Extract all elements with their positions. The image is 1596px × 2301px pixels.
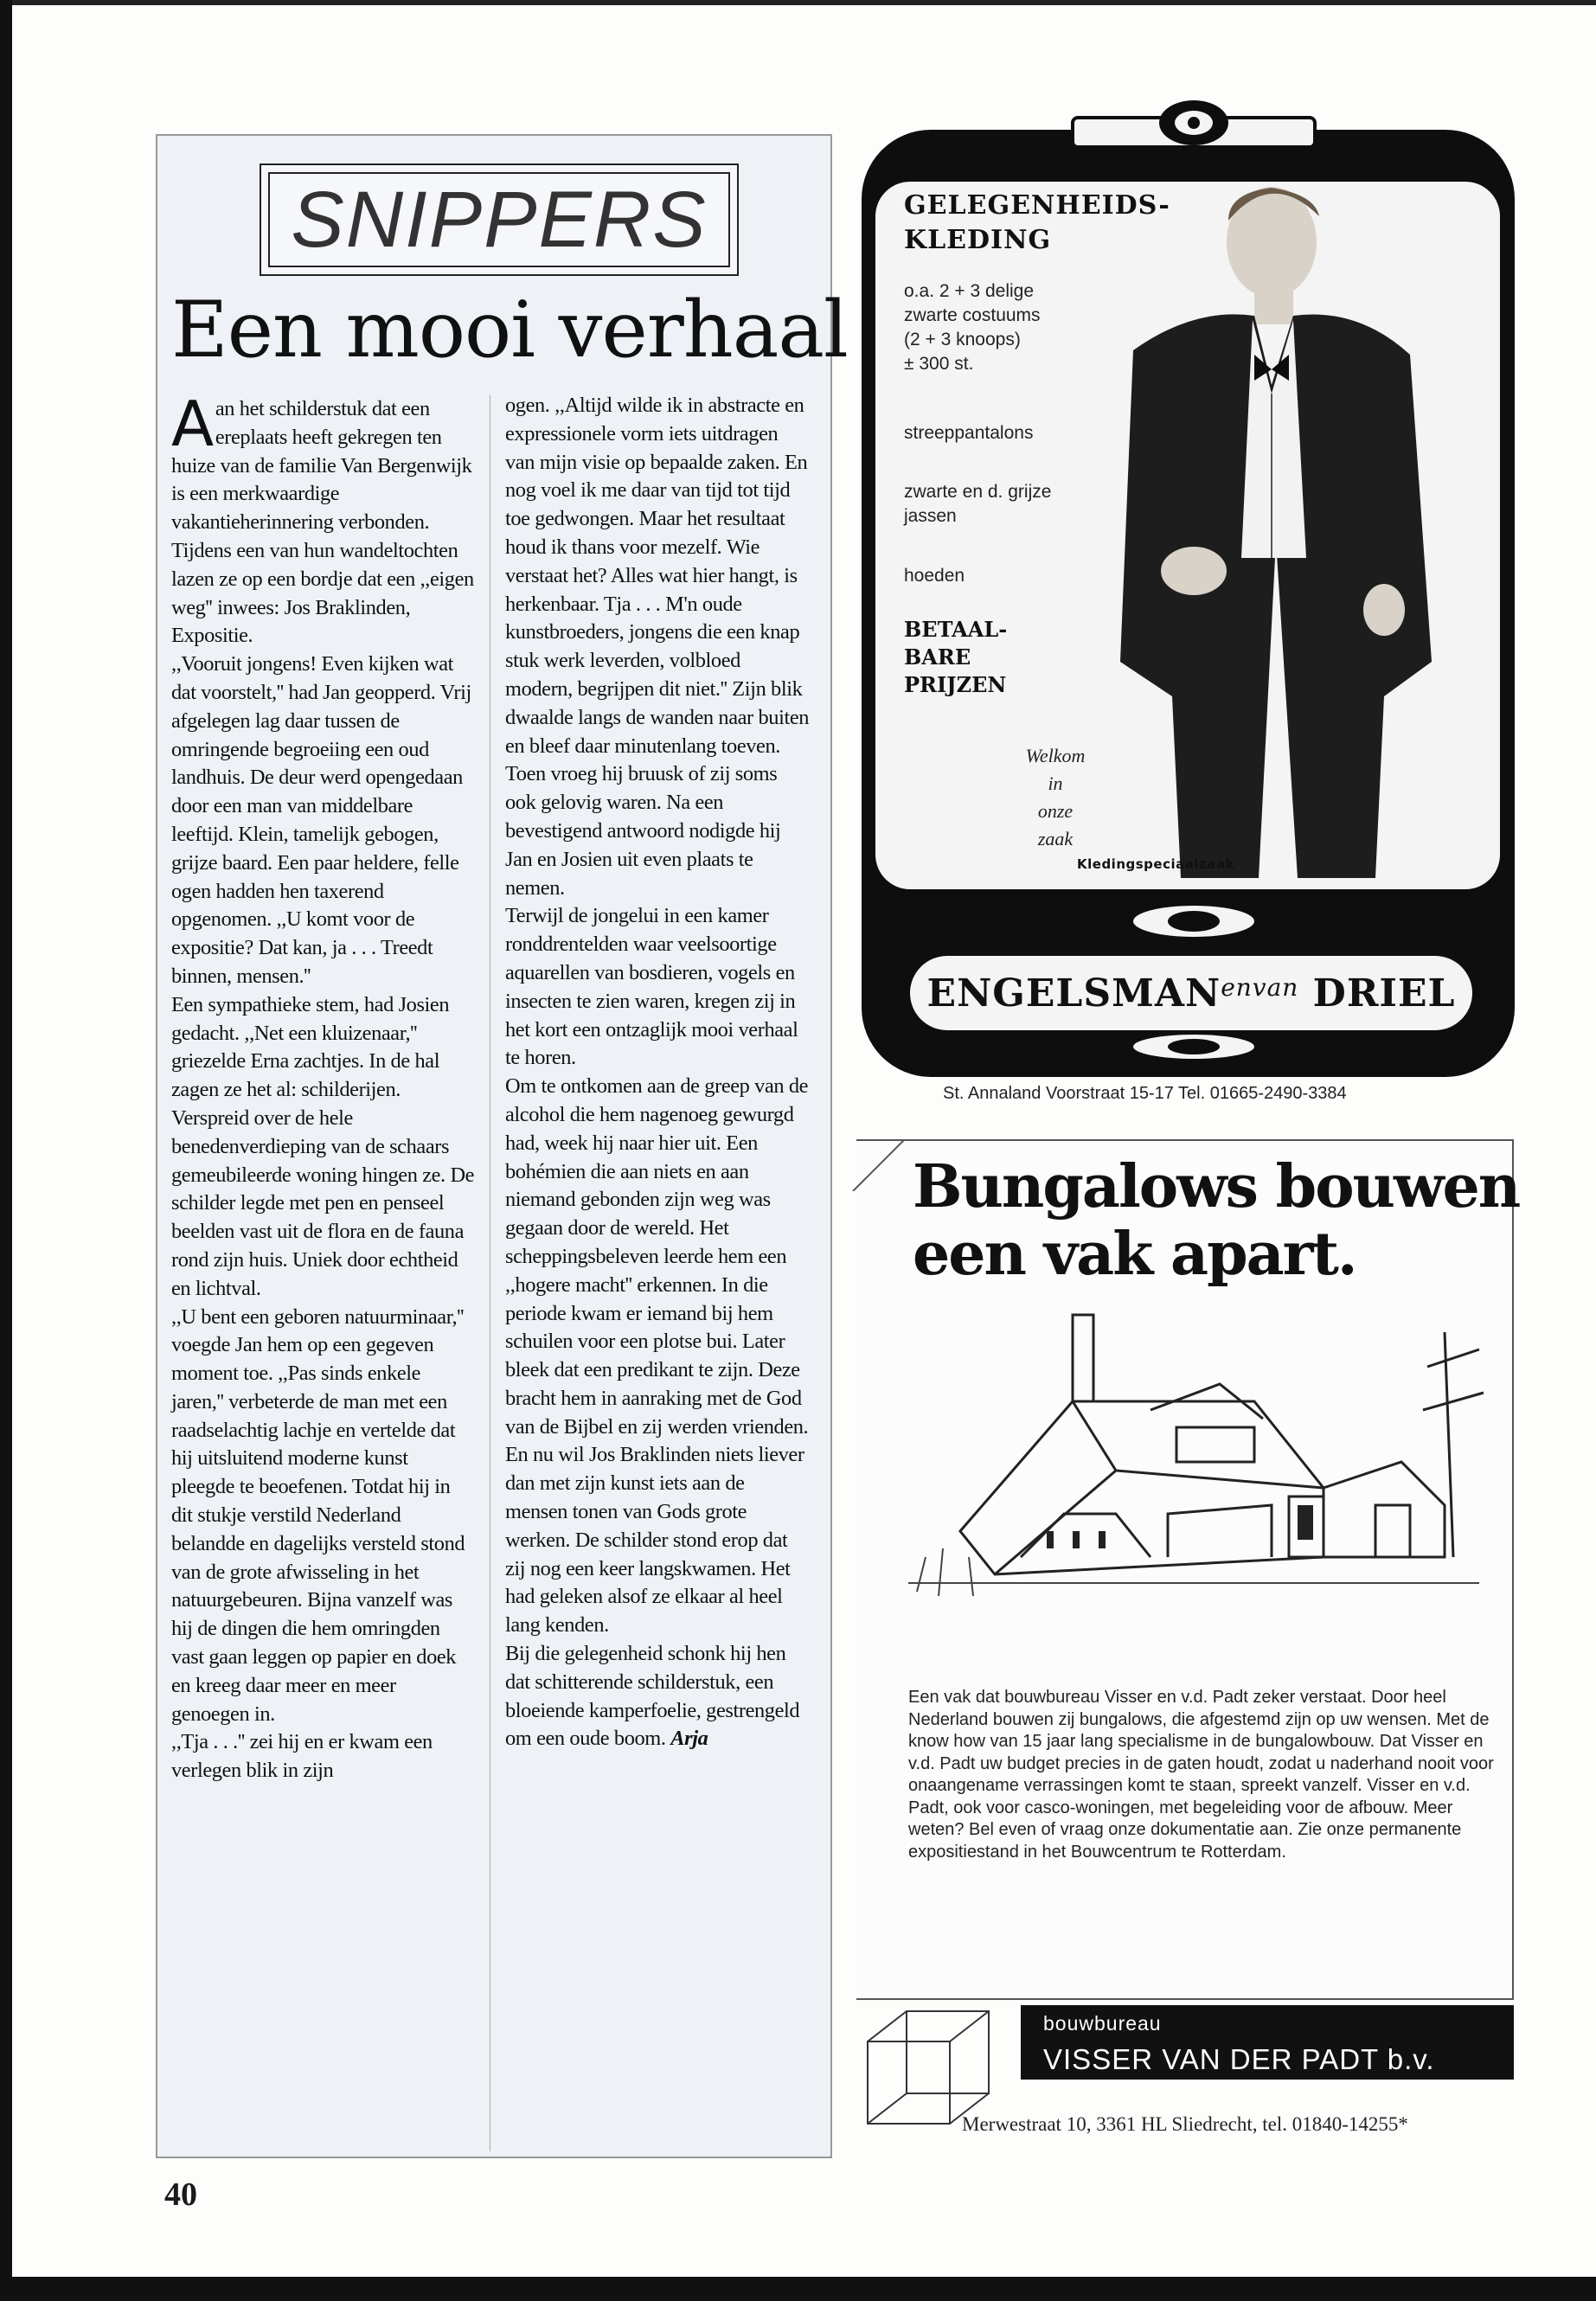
paragraph-text: an het schilderstuk dat een ereplaats heeft gekregen ten huize van de familie Van Bergenwijk is een merkwaardige vakantieherinnering verbonden.: [171, 397, 472, 535]
logo-word: ENGELSMAN: [926, 971, 1221, 1016]
product-line: hoeden: [904, 566, 965, 586]
ornament-icon: [1047, 97, 1341, 166]
article-column-2: [505, 392, 810, 1753]
prices-tagline: [904, 616, 1007, 699]
welcome-line: zaak: [1037, 828, 1074, 849]
welcome-line: onze: [1037, 800, 1074, 822]
paragraph: Terwijl de jongelui in een kamer ronddrentelden waar veelsoortige aquarellen van bosdieren, vogels en insecten te zien waren, kregen zij in het kort een ontzaglijk mooi verhaal te horen.: [505, 904, 798, 1070]
section-label-box: [260, 163, 739, 276]
ad-title-line: GELEGENHEIDS-: [904, 190, 1170, 221]
paragraph: Om te ontkomen aan de greep van de alcohol die hem nagenoeg gewurgd had, week hij naar hier uit. Een bohémien die aan niets en aan niemand gebonden zijn weg was gegaan door de wereld. Het scheppingsbeleven leerde hem een ,,hogere macht'' erkennen. In die periode kwam er iemand bij hem schuilen voor een plotse bui. Later bleek dat een predikant te zijn. Deze bracht hem in aanraking met de God van de Bijbel en zij werden vrienden. En nu wil Jos Braklinden niets liever dan met zijn kunst iets aan de mensen tonen van Gods grote werken. De schilder stond erop dat zij nog een keer langskwamen. Het had geleken alsof ze elkaar al heel lang kenden.: [505, 1074, 809, 1638]
page-left-edge: [0, 0, 12, 2301]
ornament-icon: [1125, 1029, 1263, 1064]
welcome-text: [986, 742, 1125, 853]
bungalow-ad-title: [913, 1153, 1519, 1288]
ad-title-line: Bungalows bouwen: [913, 1152, 1520, 1221]
welcome-line: Welkom: [1025, 745, 1086, 766]
author-signature: Arja: [670, 1727, 708, 1751]
product-line-part: zwarte en d. grijze: [904, 482, 1052, 502]
ornament-icon: [1125, 900, 1263, 943]
paragraph: Een sympathieke stem, had Josien gedacht. ,,Net een kluizenaar,'' griezelde Erna zachtjes. In de hal zagen ze het al: schilderijen.: [171, 992, 450, 1102]
logo-word: en: [1221, 972, 1253, 1002]
product-line: ± 300 st.: [904, 354, 974, 374]
shop-specialty: Kledingspeciaalzaak: [1077, 856, 1234, 872]
product-line-part: jassen: [904, 506, 957, 526]
company-name-bar: [1021, 2005, 1514, 2080]
company-name: VISSER VAN DER PADT b.v.: [1043, 2043, 1435, 2075]
paragraph: Verspreid over de hele benedenverdieping van de schaars gemeubileerde woning hingen ze. De schilder legde met pen en penseel beelden vast uit de flora en de fauna rond zijn huis. Uniek door echtheid en lichtval.: [171, 1106, 475, 1300]
paragraph: Tijdens een van hun wandeltochten lazen ze op een bordje dat een ,,eigen weg'' inwees: Jos Braklinden, Expositie.: [171, 538, 474, 648]
paragraph: ,,U bent een geboren natuurminaar,'' voegde Jan hem op een gegeven moment toe. ,,Pas sinds enkele jaren,'' verbeterde de man met een raadselachtig lachje en vertelde dat hij uitsluitend moderne kunst pleegde te beoefenen. Totdat hij in dit stukje verstild Nederland belandde en dagelijks versteld stond van de grote afwisseling in het natuurgebeuren. Bijna vanzelf was hij de dingen die hem omringden vast gaan leggen op papier en doek en kreeg daar meer en meer genoegen in.: [171, 1304, 465, 1726]
bungalow-sketch-illustration: [891, 1298, 1497, 1626]
snippers-article: [156, 134, 848, 2158]
ad-title: [904, 189, 1170, 258]
product-line: (2 + 3 knoops): [904, 330, 1021, 349]
product-line: [904, 480, 1051, 529]
shop-logo: [910, 956, 1472, 1030]
paragraph: ogen. ,,Altijd wilde ik in abstracte en expressionele vorm iets uitdragen van mijn visie op bepaalde zaken. En nog voel ik me daar van tijd tot tijd toe gedwongen. Maar het resultaat houd ik thans voor mezelf. Wie verstaat het? Alles wat hier hangt, is herkenbaar. Tja . . . M'n oude kunstbroeders, jongens die een knap stuk werk leverden, volbloed modern, begrijpen dit niet.'' Zijn blik dwaalde langs de wanden naar buiten en bleef daar minutenlang toeven. Toen vroeg hij bruusk of zij soms ook gelovig waren. Na een bevestigend antwoord nodigde hij Jan en Josien uit even plaats te nemen.: [505, 394, 810, 900]
company-address: Merwestraat 10, 3361 HL Sliedrecht, tel. 01840-14255*: [962, 2113, 1408, 2135]
product-line: zwarte costuums: [904, 305, 1041, 325]
welcome-line: in: [1048, 772, 1063, 794]
page-bottom-edge: [0, 2277, 1596, 2301]
logo-word: DRIEL: [1312, 971, 1456, 1016]
paragraph-text: Bij die gelegenheid schonk hij hen dat schitterende schilderstuk, een bloeiende kamperfoelie, gestrengeld om een oude boom.: [505, 1642, 800, 1751]
ad-title-line: KLEDING: [904, 225, 1052, 255]
prices-line: BARE: [904, 644, 971, 670]
bungalow-ad-body: Een vak dat bouwbureau Visser en v.d. Padt zeker verstaat. Door heel Nederland bouwen zij bungalows, die afgestemd zijn op uw wensen. Met de know how van 15 jaar lang specialisme in de bungalowbouw. Dat Visser en v.d. Padt uw budget precies in de gaten houdt, zodat u naderhand nooit voor onaangename verrassingen komt te staan, spreekt vanzelf. Visser en v.d. Padt, ook voor casco-woningen, met begeleiding voor de afbouw. Meer weten? Bel even of vraag onze dokumentatie aan. Zie onze permanente expositiestand in het Bouwcentrum te Rotterdam.: [908, 1688, 1494, 1862]
page-number: 40: [164, 2176, 197, 2213]
section-label: SNIPPERS: [268, 172, 730, 267]
article-headline: Een mooi verhaal: [171, 285, 848, 375]
ad-title-line: een vak apart.: [913, 1220, 1356, 1289]
logo-word: van: [1252, 972, 1299, 1002]
company-type: bouwbureau: [1043, 2012, 1162, 2035]
page-top-edge: [0, 0, 1596, 5]
paragraph: [505, 1640, 810, 1753]
shop-address: St. Annaland Voorstraat 15-17 Tel. 01665-2490-3384: [943, 1084, 1347, 1103]
paragraph: ,,Tja . . .'' zei hij en er kwam een verlegen blik in zijn: [171, 1730, 433, 1783]
article-column-1: [171, 388, 476, 1785]
product-list: [904, 279, 1041, 376]
drop-cap: A: [171, 388, 214, 460]
product-line: streeppantalons: [904, 423, 1034, 443]
shop-logo-text: [927, 971, 1456, 1016]
prices-line: PRIJZEN: [904, 672, 1007, 697]
man-in-tuxedo-illustration: [1099, 177, 1445, 878]
paragraph: ,,Vooruit jongens! Even kijken wat dat voorstelt,'' had Jan geopperd. Vrij afgelegen lag daar tussen de omringende begroeiing een oud landhuis. De deur werd opengedaan door een man van middelbare leeftijd. Klein, tamelijk gebogen, grijze baard. Een paar heldere, felle ogen hadden hen taxerend opgenomen. ,,U komt voor de expositie? Dat kan, ja . . . Treedt binnen, mensen.'': [171, 652, 471, 988]
cube-logo-icon: [859, 2007, 997, 2128]
paragraph: [171, 388, 476, 537]
prices-line: BETAAL-: [904, 617, 1008, 642]
product-line: o.a. 2 + 3 delige: [904, 281, 1035, 301]
ad-frame-corner: [852, 1139, 904, 1191]
